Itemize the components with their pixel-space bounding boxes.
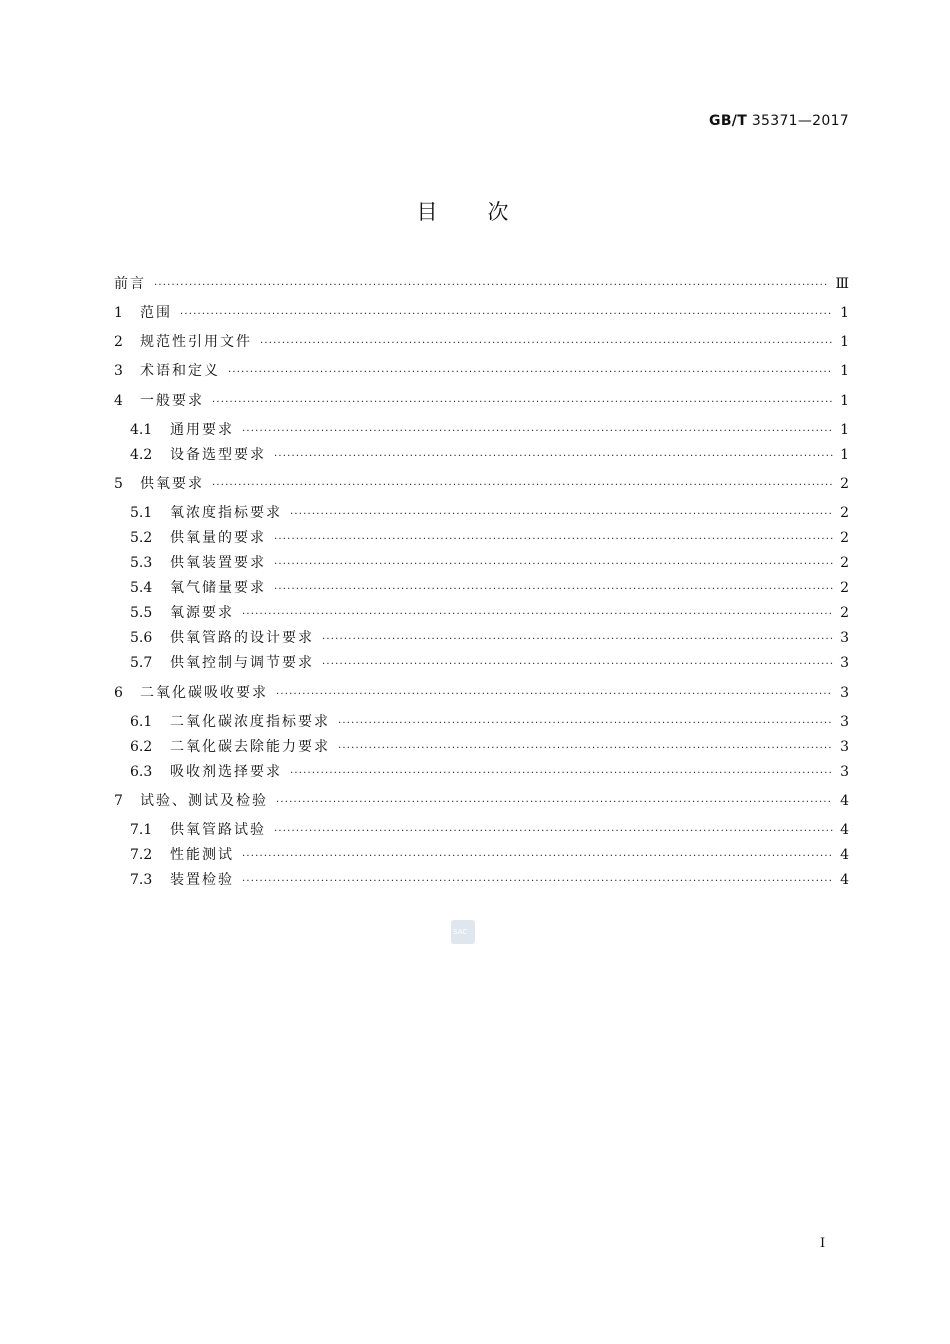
toc-entry-label: 供氧量的要求 [170,530,266,546]
toc-entry[interactable] [130,820,849,840]
toc-leader-dots [228,363,833,383]
toc-entry[interactable] [130,503,849,523]
toc-leader-dots [154,276,829,296]
toc-entry-number: 4.1 [130,422,153,438]
toc-entry[interactable] [130,420,849,440]
toc-entry-label: 装置检验 [170,872,234,888]
toc-entry-label: 氧源要求 [170,605,234,621]
toc-entry-label: 供氧控制与调节要求 [170,655,314,671]
toc-leader-dots [290,764,833,784]
toc-entry[interactable] [130,528,849,548]
toc-entry-label: 二氧化碳去除能力要求 [170,739,330,755]
toc-leader-dots [276,685,833,705]
toc-entry[interactable] [114,683,849,703]
standard-number: 35371—2017 [751,113,849,129]
toc-entry-page: 1 [840,305,849,321]
toc-entry-page: 1 [840,334,849,350]
toc-leader-dots [290,505,833,525]
toc-entry-page: 3 [840,739,849,755]
toc-leader-dots [242,605,833,625]
toc-entry-number: 5.6 [130,630,153,646]
toc-leader-dots [274,530,833,550]
toc-entry-page: 2 [840,530,849,546]
toc-entry-label: 氧气储量要求 [170,580,266,596]
toc-entry[interactable] [130,603,849,623]
toc-entry-number: 5.4 [130,580,153,596]
toc-entry-number: 5.5 [130,605,153,621]
toc-entry-page: 4 [840,822,849,838]
toc-leader-dots [338,714,833,734]
toc-entry-label: 试验、测试及检验 [140,793,268,809]
toc-entry-number: 5.1 [130,505,153,521]
toc-title: 目次 [416,200,559,224]
toc-entry[interactable] [114,332,849,352]
toc-leader-dots [276,793,833,813]
toc-leader-dots [274,555,833,575]
toc-leader-dots [242,847,833,867]
toc-leader-dots [274,447,833,467]
toc-leader-dots [274,580,833,600]
toc-leader-dots [242,422,833,442]
toc-entry[interactable] [130,845,849,865]
toc-leader-dots [242,872,833,892]
toc-entry-label: 设备选型要求 [170,447,266,463]
toc-entry-number: 1 [114,305,123,321]
toc-entry-number: 5.3 [130,555,153,571]
toc-entry-label: 范围 [140,305,172,321]
toc-entry[interactable] [114,274,849,294]
toc-entry-page: 3 [840,630,849,646]
toc-leader-dots [338,739,833,759]
toc-entry-page: 1 [840,363,849,379]
toc-leader-dots [212,393,833,413]
toc-entry-label: 二氧化碳浓度指标要求 [170,714,330,730]
toc-leader-dots [322,655,833,675]
toc-leader-dots [322,630,833,650]
toc-entry-number: 7 [114,793,123,809]
toc-entry[interactable] [130,653,849,673]
standard-code [709,113,849,129]
toc-entry-page: 3 [840,764,849,780]
toc-entry-label: 术语和定义 [140,363,220,379]
toc-entry-number: 4.2 [130,447,153,463]
toc-entry-label: 吸收剂选择要求 [170,764,282,780]
toc-entry-number: 7.3 [130,872,153,888]
toc-entry-label: 二氧化碳吸收要求 [140,685,268,701]
toc-entry-number: 4 [114,393,123,409]
toc-entry-page: 3 [840,714,849,730]
toc-entry-number: 2 [114,334,123,350]
toc-entry-label: 一般要求 [140,393,204,409]
toc-entry-page: 2 [840,555,849,571]
toc-entry-page: 3 [840,685,849,701]
toc-entry-number: 5.7 [130,655,153,671]
toc-entry-number: 5.2 [130,530,153,546]
toc-entry-page: 1 [840,393,849,409]
toc-entry-number: 6.3 [130,764,153,780]
page-folio: I [820,1236,826,1251]
toc-entry[interactable] [114,391,849,411]
toc-entry[interactable] [114,361,849,381]
toc-entry-page: 4 [840,847,849,863]
toc-entry-label: 性能测试 [170,847,234,863]
toc-entry[interactable] [114,474,849,494]
toc-entry-page: 2 [840,476,849,492]
toc-entry-number: 3 [114,363,123,379]
toc-entry-page: 2 [840,505,849,521]
toc-entry[interactable] [130,762,849,782]
toc-entry[interactable] [130,578,849,598]
toc-entry-number: 7.2 [130,847,153,863]
toc-entry-number: 6.1 [130,714,153,730]
toc-entry[interactable] [130,628,849,648]
toc-entry-label: 前言 [114,276,146,292]
toc-leader-dots [274,822,833,842]
toc-entry[interactable] [114,303,849,323]
toc-entry-page: 4 [840,793,849,809]
toc-leader-dots [180,305,833,325]
toc-entry-label: 供氧装置要求 [170,555,266,571]
toc-entry-page: 1 [840,422,849,438]
toc-entry[interactable] [130,737,849,757]
toc-entry-label: 供氧管路试验 [170,822,266,838]
toc-entry-page: 4 [840,872,849,888]
toc-entry-number: 6 [114,685,123,701]
toc-entry-label: 供氧要求 [140,476,204,492]
toc-leader-dots [260,334,833,354]
toc-entry[interactable] [130,553,849,573]
standard-prefix: GB/T [709,113,748,129]
toc-entry-label: 供氧管路的设计要求 [170,630,314,646]
sac-logo: SAC [451,920,475,944]
toc-entry-number: 5 [114,476,123,492]
toc-entry[interactable] [114,791,849,811]
toc-entry-page: Ⅲ [835,276,849,292]
toc-entry[interactable] [130,870,849,890]
toc-entry-page: 2 [840,580,849,596]
toc-entry-label: 规范性引用文件 [140,334,252,350]
toc-entry-number: 6.2 [130,739,153,755]
toc-leader-dots [212,476,833,496]
toc-entry[interactable] [130,712,849,732]
toc-entry-page: 1 [840,447,849,463]
toc-entry-label: 通用要求 [170,422,234,438]
toc-entry-page: 3 [840,655,849,671]
toc-entry[interactable] [130,445,849,465]
toc-entry-label: 氧浓度指标要求 [170,505,282,521]
toc-entry-page: 2 [840,605,849,621]
toc-entry-number: 7.1 [130,822,153,838]
